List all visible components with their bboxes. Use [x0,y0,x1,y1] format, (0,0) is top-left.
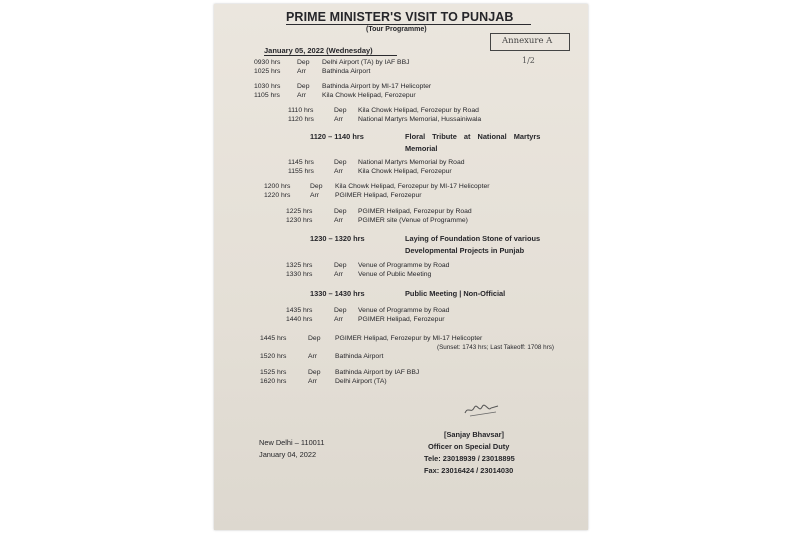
footer-date: January 04, 2022 [259,450,317,459]
row-place: Venue of Programme by Road [358,262,450,269]
event-description: Laying of Foundation Stone of various [405,234,541,243]
row-type: Arr [308,378,318,385]
row-type: Dep [297,83,310,90]
row-type: Arr [310,192,320,199]
row-place: PGIMER site (Venue of Programme) [358,217,468,224]
row-type: Arr [334,217,344,224]
row-time: 1435 hrs [286,307,313,314]
event-description: Developmental Projects in Punjab [405,246,525,255]
row-time: 1200 hrs [264,183,291,190]
row-type: Dep [334,307,347,314]
event-time: 1330 – 1430 hrs [310,289,365,298]
row-time: 1110 hrs [288,107,314,114]
row-place: Bathinda Airport by MI-17 Helicopter [322,83,432,90]
row-time: 1120 hrs [288,116,314,123]
row-type: Arr [334,271,344,278]
row-place: PGIMER Helipad, Ferozepur [335,192,422,199]
row-type: Dep [334,208,347,215]
event-description: Floral Tribute at National Martyrs [405,132,541,141]
row-place: Kila Chowk Helipad, Ferozepur [358,168,452,175]
document-subtitle: (Tour Programme) [366,26,427,33]
event-time: 1120 – 1140 hrs [310,132,364,141]
page-number: 1/2 [522,56,535,65]
row-time: 1225 hrs [286,208,313,215]
officer-fax: Fax: 23016424 / 23014030 [424,466,514,475]
row-type: Arr [334,316,344,323]
row-place: Kila Chowk Helipad, Ferozepur by MI-17 Helicopter [335,183,490,190]
row-place: Kila Chowk Helipad, Ferozepur by Road [358,107,479,114]
sunset-note: (Sunset: 1743 hrs; Last Takeoff: 1708 hrs) [437,344,555,351]
row-place: PGIMER Helipad, Ferozepur [358,316,445,323]
row-place: PGIMER Helipad, Ferozepur by Road [358,208,472,215]
row-time: 1525 hrs [260,369,287,376]
footer-place: New Delhi – 110011 [259,438,325,447]
row-time: 1145 hrs [288,159,314,166]
row-place: Bathinda Airport by IAF BBJ [335,369,420,376]
row-place: Bathinda Airport [322,68,371,75]
row-time: 1620 hrs [260,378,287,385]
signature-mark [462,402,502,418]
row-time: 1520 hrs [260,353,287,360]
row-time: 1155 hrs [288,168,314,175]
row-type: Arr [297,68,307,75]
document-page [214,4,588,530]
row-type: Arr [308,353,318,360]
row-time: 1440 hrs [286,316,313,323]
event-description: Public Meeting | Non-Official [405,289,506,298]
row-time: 1030 hrs [254,83,281,90]
row-type: Dep [334,159,347,166]
row-place: PGIMER Helipad, Ferozepur by MI-17 Helicopter [335,335,483,342]
row-time: 1445 hrs [260,335,287,342]
row-time: 0930 hrs [254,59,281,66]
row-place: Delhi Airport (TA) by IAF BBJ [322,59,410,66]
row-type: Dep [334,262,347,269]
row-type: Arr [334,168,344,175]
row-place: Kila Chowk Helipad, Ferozepur [322,92,416,99]
row-type: Dep [308,335,321,342]
officer-telephone: Tele: 23018939 / 23018895 [424,454,515,463]
event-time: 1230 – 1320 hrs [310,234,365,243]
row-type: Dep [334,107,347,114]
officer-designation: Officer on Special Duty [428,442,510,451]
row-time: 1105 hrs [254,92,280,99]
row-place: Bathinda Airport [335,353,384,360]
title-underline [286,24,531,25]
row-time: 1220 hrs [264,192,291,199]
document-title: PRIME MINISTER'S VISIT TO PUNJAB [286,10,514,24]
row-time: 1325 hrs [286,262,313,269]
row-place: National Martyrs Memorial by Road [358,159,465,166]
row-place: Venue of Public Meeting [358,271,432,278]
row-time: 1330 hrs [286,271,313,278]
row-type: Arr [297,92,307,99]
event-description: Memorial [405,144,438,153]
row-place: Delhi Airport (TA) [335,378,387,385]
row-type: Arr [334,116,344,123]
row-type: Dep [308,369,321,376]
date-underline [264,55,397,56]
annexure-label: Annexure A [502,36,553,46]
row-place: Venue of Programme by Road [358,307,450,314]
officer-name: [Sanjay Bhavsar] [444,430,504,439]
row-place: National Martyrs Memorial, Hussainiwala [358,116,482,123]
row-time: 1025 hrs [254,68,281,75]
row-time: 1230 hrs [286,217,313,224]
row-type: Dep [297,59,310,66]
tour-date: January 05, 2022 (Wednesday) [264,46,373,55]
row-type: Dep [310,183,323,190]
